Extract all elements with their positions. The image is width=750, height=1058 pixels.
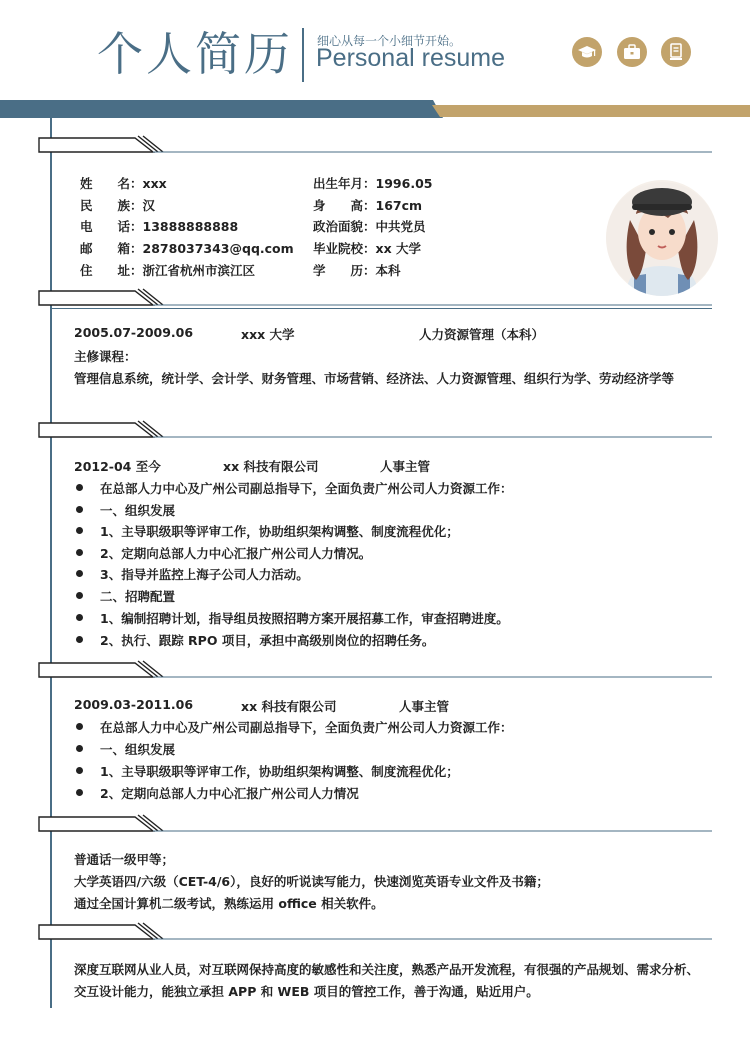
exp-item: 2、定期向总部人力中心汇报广州公司人力情况: [100, 786, 359, 801]
avatar: [606, 180, 718, 296]
evaluation-line: 深度互联网从业人员，对互联网保持高度的敏感性和关注度，熟悉产品开发流程，有很强的产品规划、需求分析、: [74, 962, 700, 977]
header-band-gold: [432, 105, 750, 117]
exp-item: 1、编制招聘计划，指导组员按照招聘方案开展招募工作，审查招聘进度。: [100, 611, 509, 626]
section-divider: [50, 308, 712, 309]
section-bar-experience-2: [38, 660, 738, 686]
exp-role: 人事主管: [380, 459, 431, 474]
skill-line: 通过全国计算机二级考试，熟练运用 office 相关软件。: [74, 896, 384, 911]
info-row: 民 族：汉: [80, 198, 156, 213]
tagline: 细心从每一个小细节开始。: [317, 34, 462, 48]
info-row: 政治面貌：中共党员: [313, 219, 426, 234]
bullet-icon: [76, 484, 83, 491]
bullet-icon: [76, 527, 83, 534]
info-row: 邮 箱：2878037343@qq.com: [80, 241, 294, 256]
info-row: 姓 名：xxx: [80, 176, 167, 191]
edu-period: 2005.07-2009.06: [74, 325, 194, 340]
bullet-icon: [76, 549, 83, 556]
info-row: 身 高：167cm: [313, 198, 423, 213]
exp-item: 2、执行、跟踪 RPO 项目，承担中高级别岗位的招聘任务。: [100, 633, 435, 648]
bullet-icon: [76, 570, 83, 577]
exp-role: 人事主管: [399, 699, 450, 714]
info-row: 出生年月：1996.05: [313, 176, 433, 191]
exp-item: 1、主导职级职等评审工作，协助组织架构调整、制度流程优化；: [100, 524, 459, 539]
section-bar-self-evaluation: [38, 922, 738, 948]
exp-company: xx 科技有限公司: [223, 459, 319, 474]
bullet-icon: [76, 745, 83, 752]
edu-major: 人力资源管理（本科）: [419, 327, 545, 342]
bullet-icon: [76, 767, 83, 774]
header-band-blue: [0, 100, 443, 118]
edu-courses-label: 主修课程：: [74, 349, 137, 364]
section-bar-basic-info: [38, 135, 738, 161]
timeline-line: [50, 118, 52, 1008]
bullet-icon: [76, 506, 83, 513]
title-divider: [302, 28, 304, 82]
bullet-icon: [76, 636, 83, 643]
exp-period: 2009.03-2011.06: [74, 697, 194, 712]
exp-item: 二、招聘配置: [100, 589, 176, 604]
exp-item: 1、主导职级职等评审工作，协助组织架构调整、制度流程优化；: [100, 764, 459, 779]
certificate-icon: [661, 37, 691, 67]
resume-title-cn: 个人简历: [97, 27, 293, 81]
exp-item: 一、组织发展: [100, 742, 176, 757]
exp-company: xx 科技有限公司: [241, 699, 337, 714]
exp-item: 一、组织发展: [100, 503, 176, 518]
edu-school: xxx 大学: [241, 327, 295, 342]
skill-line: 普通话一级甲等；: [74, 852, 175, 867]
resume-title-en: Personal resume: [316, 44, 505, 72]
bullet-icon: [76, 723, 83, 730]
briefcase-icon: [617, 37, 647, 67]
section-bar-education: [38, 288, 738, 314]
evaluation-line: 交互设计能力，能独立承担 APP 和 WEB 项目的管控工作，善于沟通，贴近用户。: [74, 984, 539, 999]
exp-period: 2012-04 至今: [74, 459, 161, 474]
exp-item: 2、定期向总部人力中心汇报广州公司人力情况。: [100, 546, 372, 561]
bullet-icon: [76, 789, 83, 796]
graduation-cap-icon: [572, 37, 602, 67]
info-row: 电 话：13888888888: [80, 219, 239, 234]
exp-item: 在总部人力中心及广州公司副总指导下，全面负责广州公司人力资源工作：: [100, 720, 513, 735]
skill-line: 大学英语四/六级（CET-4/6），良好的听说读写能力，快速浏览英语专业文件及书籍；: [74, 874, 549, 889]
bullet-icon: [76, 614, 83, 621]
info-row: 毕业院校：xx 大学: [313, 241, 422, 256]
section-bar-experience: [38, 420, 738, 446]
section-bar-skills: [38, 814, 738, 840]
edu-courses: 管理信息系统，统计学、会计学、财务管理、市场营销、经济法、人力资源管理、组织行为学、劳动经济学等: [74, 371, 675, 386]
exp-item: 3、指导并监控上海子公司人力活动。: [100, 567, 309, 582]
info-row: 学 历：本科: [313, 263, 401, 278]
info-row: 住 址：浙江省杭州市滨江区: [80, 263, 256, 278]
exp-item: 在总部人力中心及广州公司副总指导下，全面负责广州公司人力资源工作：: [100, 481, 513, 496]
bullet-icon: [76, 592, 83, 599]
